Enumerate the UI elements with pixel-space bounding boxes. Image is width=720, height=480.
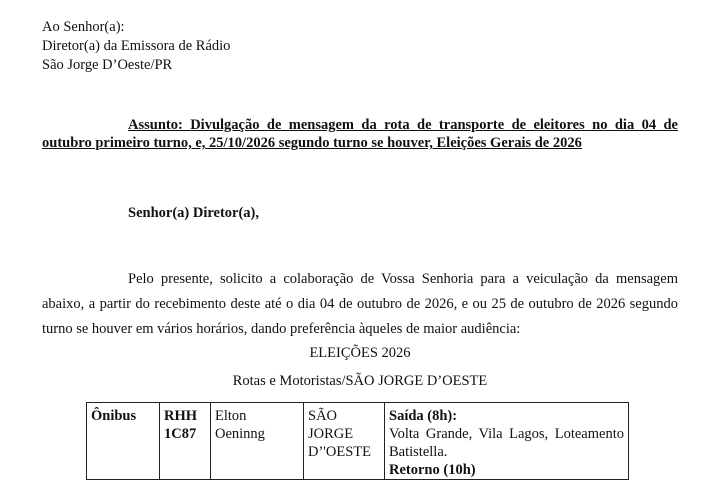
section-subtitle: Rotas e Motoristas/SÃO JORGE D’OESTE (232, 373, 488, 389)
plate-line-1: RHH (164, 408, 198, 424)
route-cell (385, 403, 629, 480)
route-stops-line-1: Volta Grande, Vila Lagos, Loteamento (389, 426, 624, 442)
recipient-line-2: Diretor(a) da Emissora de Rádio (42, 38, 231, 54)
recipient-line-1: Ao Senhor(a): (42, 19, 125, 35)
driver-last-name: Oeninng (215, 426, 265, 442)
vehicle-cell (87, 403, 160, 480)
body-line-2: abaixo, a partir do recebimento deste até o dia 04 de outubro de 2026, e ou 25 de outubro de 2026 segundo (42, 296, 678, 312)
driver-first-name: Elton (215, 408, 247, 424)
routes-table (86, 402, 629, 480)
city-line-1: SÃO (308, 408, 338, 424)
body-line-3: turno se houver em vários horários, dando preferência àqueles de maior audiência: (42, 321, 521, 337)
body-line-1: Pelo presente, solicito a colaboração de Vossa Senhoria para a veiculação da mensagem (128, 271, 678, 287)
driver-cell (211, 403, 304, 480)
table-row (87, 403, 629, 480)
vehicle-type: Ônibus (91, 408, 137, 424)
plate-cell (160, 403, 211, 480)
city-line-2: JORGE (308, 426, 354, 442)
departure-label: Saída (8h): (389, 408, 458, 424)
city-cell (304, 403, 385, 480)
return-label: Retorno (10h) (389, 462, 476, 478)
route-stops-line-2: Batistella. (389, 444, 448, 460)
plate-line-2: 1C87 (164, 426, 197, 442)
recipient-line-3: São Jorge D’Oeste/PR (42, 57, 173, 73)
salutation: Senhor(a) Diretor(a), (128, 205, 260, 221)
subject-line-1: Assunto: Divulgação de mensagem da rota de transporte de eleitores no dia 04 de (128, 117, 678, 133)
section-title: ELEIÇÕES 2026 (309, 345, 411, 361)
city-line-3: D’'OESTE (308, 444, 372, 460)
subject-line-2: outubro primeiro turno, e, 25/10/2026 segundo turno se houver, Eleições Gerais de 2026 (42, 135, 582, 151)
